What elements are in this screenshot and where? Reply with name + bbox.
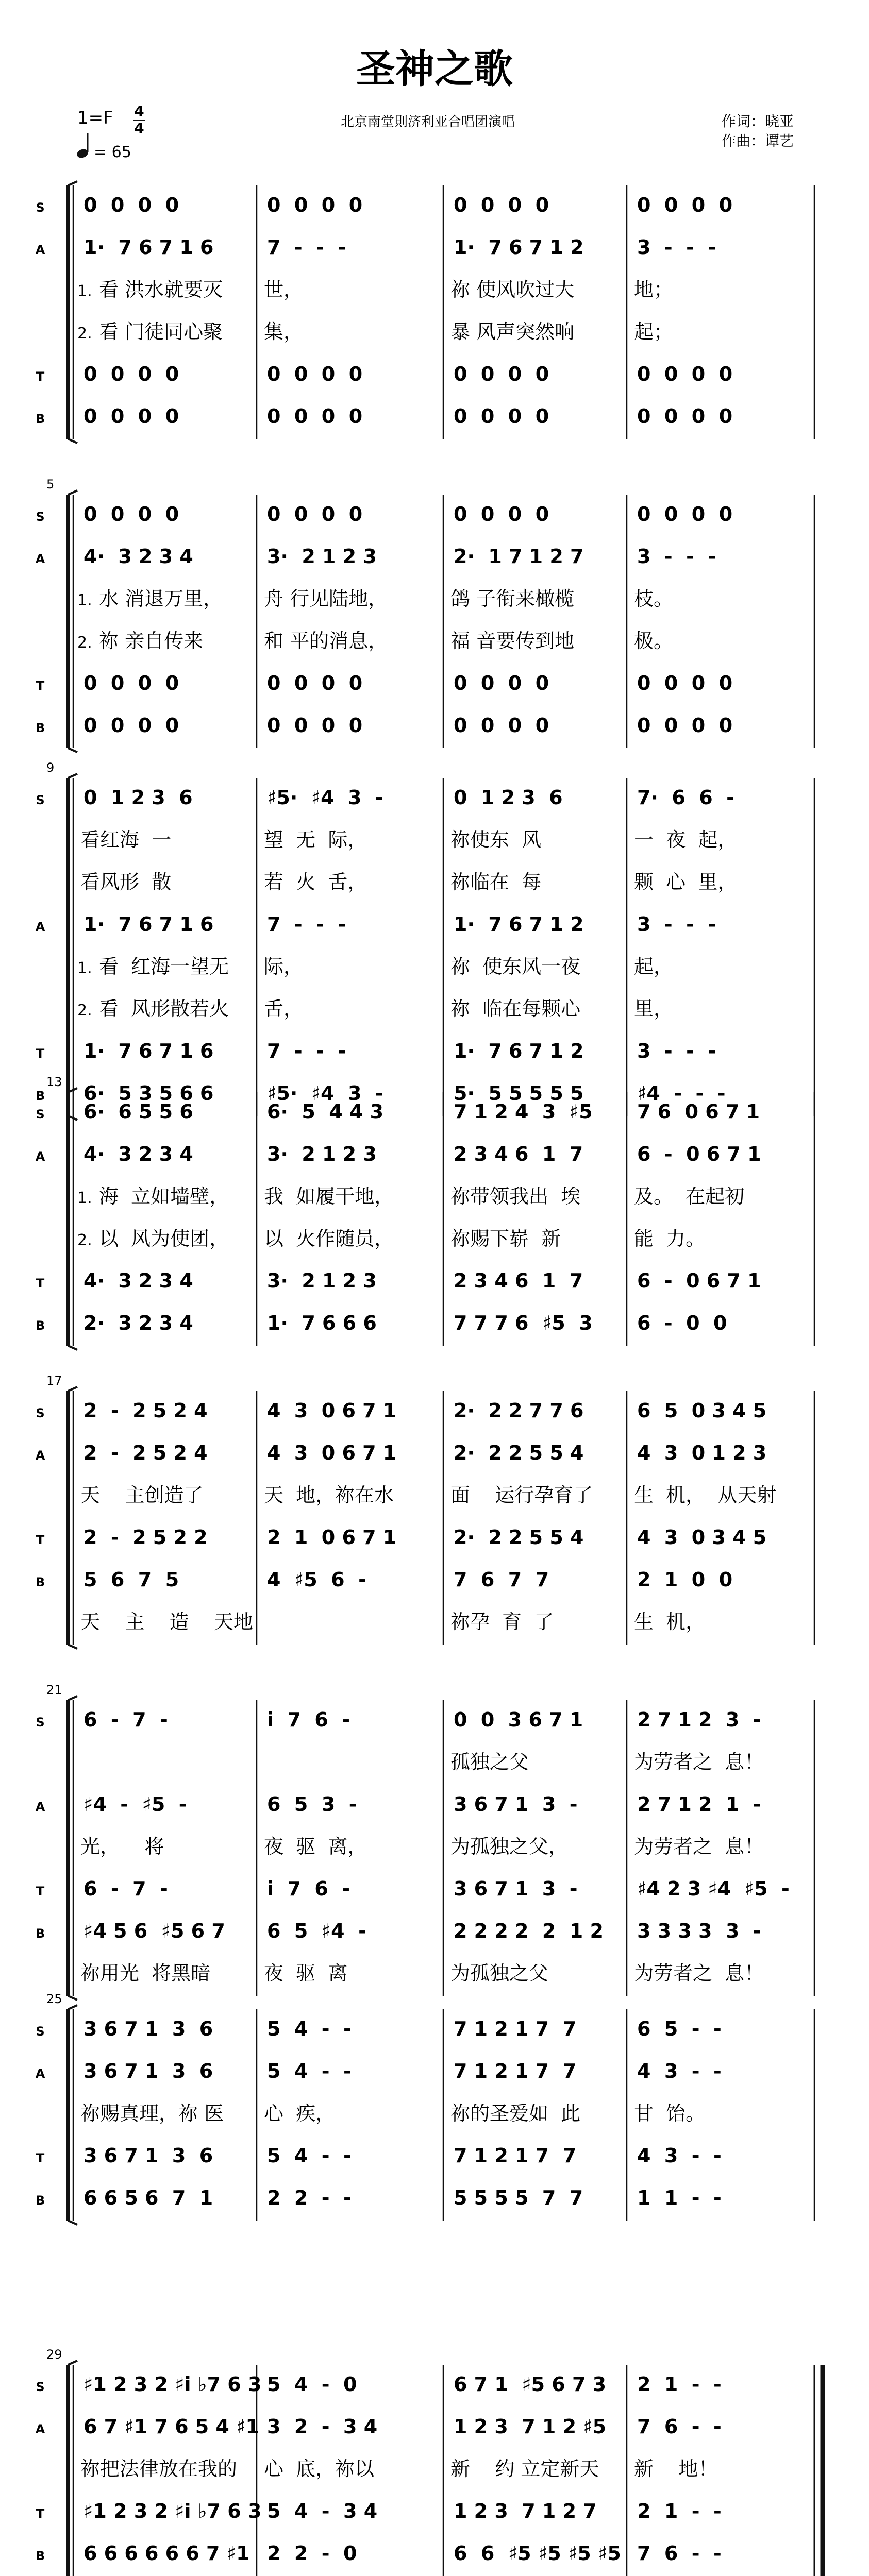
- note-group: 3· 2 1 2 3: [267, 1142, 377, 1165]
- score-system: [36, 1683, 814, 2000]
- note-group: 2· 3 2 3 4: [83, 1311, 193, 1334]
- note-group: 1 2 3 7 1 2 7: [454, 2499, 597, 2522]
- note-group: 7 6 - -: [637, 2415, 722, 2438]
- lyric-text: 祢带领我出 埃: [450, 1184, 581, 1208]
- score-header: [76, 46, 794, 161]
- voice-label: T: [36, 1276, 45, 1291]
- note-group: ♯4 - - -: [637, 1081, 726, 1105]
- note-group: 1 2 3 7 1 2 ♯5: [454, 2415, 607, 2438]
- note-group: 6· 5 3 5 6 6: [83, 1081, 214, 1105]
- lyric-text: 为孤独之父: [450, 1961, 549, 1985]
- note-group: 6 - 7 -: [83, 1708, 168, 1731]
- note-group: 7 6 7 7: [454, 1568, 549, 1591]
- verse-marker: 1.: [77, 591, 92, 609]
- lyric-text: 地；: [634, 278, 674, 301]
- note-group: 7 1 2 1 7 7: [454, 2144, 577, 2167]
- lyric-text: 天 主 造 天地: [80, 1610, 253, 1633]
- note-group: 2 - 2 5 2 4: [83, 1399, 208, 1422]
- note-group: 1· 7 6 7 1 6: [83, 235, 214, 259]
- note-group: 7 6 0 6 7 1: [637, 1100, 760, 1123]
- note-group: 2· 2 2 5 5 4: [454, 1526, 584, 1549]
- note-group: 3 - - -: [637, 545, 716, 568]
- note-group: 0 0 0 0: [83, 502, 179, 526]
- lyric-text: 新 地！: [634, 2457, 718, 2480]
- note-group: 0 0 0 0: [454, 193, 549, 216]
- note-group: 6 - 7 -: [83, 1877, 168, 1900]
- score-system: [36, 1374, 814, 1649]
- note-group: 7 - - -: [267, 1039, 346, 1062]
- note-group: 0 0 0 0: [454, 502, 549, 526]
- note-group: 7 7 7 6 ♯5 3: [454, 1311, 593, 1334]
- note-group: 2 7 1 2 1 -: [637, 1792, 761, 1816]
- measure-number: 21: [46, 1683, 62, 1697]
- note-group: 2· 2 2 7 7 6: [454, 1399, 584, 1422]
- note-group: 2· 1 7 1 2 7: [454, 545, 584, 568]
- note-group: 2 1 0 6 7 1: [267, 1526, 397, 1549]
- note-group: 0 0 0 0: [267, 193, 363, 216]
- note-group: 1· 7 6 7 1 2: [454, 235, 584, 259]
- lyric-text: 际，: [264, 955, 304, 978]
- note-group: 7 1 2 1 7 7: [454, 2017, 577, 2040]
- lyric-text: 以 风为使团，: [99, 1227, 229, 1250]
- note-group: 0 0 0 0: [637, 714, 733, 737]
- verse-marker: 1.: [77, 282, 92, 300]
- note-group: ♯4 5 6 ♯5 6 7: [83, 1919, 225, 1942]
- lyric-text: 看风形 散: [80, 870, 172, 893]
- note-group: 0 1 2 3 6: [83, 786, 193, 809]
- lyric-text: 鸽 子衔来橄榄: [450, 587, 575, 610]
- note-group: 3 3 3 3 3 -: [637, 1919, 761, 1942]
- lyric-text: 我 如履干地，: [264, 1184, 394, 1208]
- note-group: 4 3 0 6 7 1: [267, 1399, 397, 1422]
- note-group: 0 0 0 0: [637, 193, 733, 216]
- note-group: 4· 3 2 3 4: [83, 1269, 193, 1292]
- note-group: 0 0 0 0: [637, 671, 733, 694]
- measure-number: 17: [46, 1374, 62, 1388]
- voice-label: S: [36, 200, 45, 215]
- lyric-text: 孤独之父: [450, 1750, 529, 1773]
- note-group: 4 3 - -: [637, 2059, 722, 2082]
- verse-marker: 2.: [77, 1231, 92, 1249]
- voice-label: T: [36, 1884, 45, 1899]
- song-title: 圣神之歌: [356, 46, 513, 92]
- note-group: 6 5 0 3 4 5: [637, 1399, 767, 1422]
- lyric-text: 看 门徒同心聚: [99, 320, 223, 343]
- verse-marker: 2.: [77, 1001, 92, 1020]
- lyric-text: 光， 将: [80, 1835, 164, 1858]
- lyric-text: 看 洪水就要灭: [99, 278, 223, 301]
- score-system: [36, 1992, 814, 2225]
- note-group: 0 0 0 0: [637, 502, 733, 526]
- note-group: 6 6 ♯5 ♯5 ♯5 ♯5: [454, 2541, 621, 2565]
- note-group: 0 0 0 0: [83, 193, 179, 216]
- note-group: 3 6 7 1 3 6: [83, 2017, 213, 2040]
- voice-label: B: [35, 1088, 45, 1103]
- lyric-text: 为劳者之 息！: [634, 1750, 764, 1773]
- note-group: 5 4 - 3 4: [267, 2499, 378, 2522]
- note-group: 6 5 - -: [637, 2017, 722, 2040]
- note-group: 4 3 0 6 7 1: [267, 1441, 397, 1464]
- note-group: 1· 7 6 7 1 2: [454, 1039, 584, 1062]
- score-system: [36, 760, 814, 1120]
- lyric-text: 枝。: [634, 587, 674, 610]
- note-group: 3 6 7 1 3 -: [454, 1877, 578, 1900]
- voice-label: S: [36, 2024, 45, 2039]
- verse-marker: 1.: [77, 1189, 92, 1207]
- lyric-text: 天 主创造了: [80, 1483, 204, 1506]
- note-group: 6 6 5 6 7 1: [83, 2186, 213, 2209]
- lyric-text: 暴 风声突然响: [450, 320, 575, 343]
- voice-label: A: [35, 2066, 45, 2081]
- lyric-text: 舌，: [264, 997, 304, 1020]
- lyric-text: 为孤独之父，: [450, 1835, 569, 1858]
- lyric-text: 看红海 一: [80, 828, 172, 851]
- voice-label: S: [36, 2379, 45, 2394]
- note-group: 3· 2 1 2 3: [267, 1269, 377, 1292]
- note-group: ♯4 2 3 ♯4 ♯5 -: [637, 1877, 790, 1900]
- voice-label: S: [36, 1715, 45, 1730]
- note-group: 2 2 - 0: [267, 2541, 357, 2565]
- note-group: 2 7 1 2 3 -: [637, 1708, 761, 1731]
- measure-number: 13: [46, 1075, 62, 1089]
- score-system: [36, 477, 814, 752]
- lyric-text: 祢赐下崭 新: [450, 1227, 561, 1250]
- note-group: 6· 6 5 5 6: [83, 1100, 193, 1123]
- note-group: 0 0 0 0: [267, 362, 363, 385]
- voice-label: T: [36, 1532, 45, 1547]
- note-group: 6 - 0 6 7 1: [637, 1269, 761, 1292]
- note-group: 7· 6 6 -: [637, 786, 734, 809]
- note-group: 6 5 ♯4 -: [267, 1919, 366, 1942]
- lyric-text: 新 约 立定新天: [450, 2457, 599, 2480]
- lyric-text: 以 火作随员，: [264, 1227, 394, 1250]
- note-group: ♯1 2 3 2 ♯i ♭7 6 3: [83, 2499, 262, 2522]
- voice-label: B: [35, 720, 45, 735]
- lyric-text: 祢用光 将黑暗: [80, 1961, 211, 1985]
- voice-label: A: [35, 551, 45, 566]
- note-group: 2· 2 2 5 5 4: [454, 1441, 584, 1464]
- note-group: 4 3 0 3 4 5: [637, 1526, 767, 1549]
- lyric-text: 夜 驱 离: [264, 1961, 348, 1985]
- lyric-text: 水 消退万里，: [99, 587, 223, 610]
- voice-label: S: [36, 792, 45, 807]
- note-group: 5 5 5 5 7 7: [454, 2186, 583, 2209]
- note-group: 3 2 - 3 4: [267, 2415, 378, 2438]
- measure-number: 25: [46, 1992, 62, 2006]
- voice-label: S: [36, 1107, 45, 1122]
- note-group: 0 0 0 0: [454, 362, 549, 385]
- note-group: 4 ♯5 6 -: [267, 1568, 366, 1591]
- note-group: 7 1 2 1 7 7: [454, 2059, 577, 2082]
- note-group: 0 0 0 0: [83, 404, 179, 428]
- voice-label: A: [35, 242, 45, 257]
- note-group: 6· 5 4 4 3: [267, 1100, 384, 1123]
- note-group: 0 0 0 0: [454, 404, 549, 428]
- note-group: 7 1 2 4 3 ♯5: [454, 1100, 593, 1123]
- lyric-text: 看 风形散若火: [99, 997, 229, 1020]
- lyric-text: 天 地，祢在水: [264, 1483, 394, 1506]
- performer-credit: 北京南堂則济利亚合唱团演唱: [340, 114, 515, 130]
- note-group: 2 3 4 6 1 7: [454, 1269, 583, 1292]
- note-group: 3 - - -: [637, 1039, 716, 1062]
- note-group: 1 1 - -: [637, 2186, 722, 2209]
- note-group: ♯1 2 3 2 ♯i ♭7 6 3: [83, 2372, 262, 2396]
- note-group: i 7 6 -: [267, 1877, 350, 1900]
- note-group: 0 0 3 6 7 1: [454, 1708, 583, 1731]
- voice-label: T: [36, 2506, 45, 2521]
- lyric-text: 心 底，祢以: [264, 2457, 375, 2480]
- note-group: ♯5· ♯4 3 -: [267, 786, 383, 809]
- note-group: 3 6 7 1 3 6: [83, 2144, 213, 2167]
- voice-label: S: [36, 509, 45, 524]
- note-group: 0 0 0 0: [637, 404, 733, 428]
- lyric-text: 生 机，: [634, 1610, 706, 1633]
- lyric-text: 面 运行孕育了: [450, 1483, 593, 1506]
- lyric-text: 和 平的消息，: [264, 629, 388, 652]
- note-group: 0 0 0 0: [83, 671, 179, 694]
- voice-label: A: [35, 919, 45, 934]
- lyric-text: 世，: [264, 278, 304, 301]
- note-group: 1· 7 6 7 1 6: [83, 1039, 214, 1062]
- composer-credit: 作曲：谭艺: [722, 132, 794, 149]
- lyric-text: 甘 饴。: [634, 2102, 706, 2125]
- note-group: i 7 6 -: [267, 1708, 350, 1731]
- note-group: 5 4 - -: [267, 2059, 352, 2082]
- lyric-text: 生 机， 从天射: [634, 1483, 777, 1506]
- note-group: 5 4 - -: [267, 2017, 352, 2040]
- note-group: 4· 3 2 3 4: [83, 1142, 193, 1165]
- score-systems: [36, 181, 823, 2576]
- note-group: 4· 3 2 3 4: [83, 545, 193, 568]
- lyric-text: 祢孕 育 了: [450, 1610, 554, 1633]
- key-signature: 1=F: [77, 108, 113, 128]
- voice-label: B: [35, 411, 45, 426]
- note-group: 7 - - -: [267, 912, 346, 936]
- note-group: 3 6 7 1 3 6: [83, 2059, 213, 2082]
- note-group: 6 5 3 -: [267, 1792, 357, 1816]
- note-group: 0 0 0 0: [454, 671, 549, 694]
- measure-number: 9: [46, 760, 55, 775]
- note-group: 2 1 - -: [637, 2499, 722, 2522]
- lyric-text: 祢 亲自传来: [99, 629, 204, 652]
- voice-label: T: [36, 2150, 45, 2165]
- measure-number: 29: [46, 2347, 62, 2362]
- verse-marker: 2.: [77, 324, 92, 343]
- lyric-text: 里，: [634, 997, 674, 1020]
- note-group: 2 1 0 0: [637, 1568, 733, 1591]
- note-group: 5 4 - -: [267, 2144, 352, 2167]
- note-group: 2 2 2 2 2 1 2: [454, 1919, 604, 1942]
- verse-marker: 2.: [77, 633, 92, 652]
- lyric-text: 能 力。: [634, 1227, 706, 1250]
- lyric-text: 祢 使风吹过大: [450, 278, 575, 301]
- lyric-text: 若 火 舌，: [264, 870, 367, 893]
- note-group: 2 2 - -: [267, 2186, 352, 2209]
- lyric-text: 颗 心 里，: [634, 870, 738, 893]
- note-group: ♯5· ♯4 3 -: [267, 1081, 383, 1105]
- note-group: 0 0 0 0: [267, 502, 363, 526]
- score-system: [36, 181, 814, 443]
- verse-marker: 1.: [77, 959, 92, 977]
- note-group: 2 - 2 5 2 4: [83, 1441, 208, 1464]
- lyric-text: 起；: [634, 320, 674, 343]
- score-system: [36, 1075, 814, 1350]
- voice-label: A: [35, 1799, 45, 1814]
- voice-label: B: [35, 2193, 45, 2208]
- note-group: 3 6 7 1 3 -: [454, 1792, 578, 1816]
- note-group: 2 - 2 5 2 2: [83, 1526, 208, 1549]
- lyric-text: 极。: [634, 629, 674, 652]
- lyric-text: 望 无 际，: [264, 828, 367, 851]
- note-group: 0 0 0 0: [83, 362, 179, 385]
- note-group: 3· 2 1 2 3: [267, 545, 377, 568]
- lyric-text: 祢赐真理，祢 医: [80, 2102, 224, 2125]
- note-group: 0 0 0 0: [267, 714, 363, 737]
- score-system: [36, 2347, 823, 2576]
- lyric-text: 心 疾，: [264, 2102, 336, 2125]
- note-group: 5 6 7 5: [83, 1568, 179, 1591]
- voice-label: S: [36, 1405, 45, 1420]
- note-group: 1· 7 6 7 1 2: [454, 912, 584, 936]
- lyric-text: 为劳者之 息！: [634, 1835, 764, 1858]
- note-group: 4 3 0 1 2 3: [637, 1441, 767, 1464]
- note-group: 0 0 0 0: [83, 714, 179, 737]
- lyricist-credit: 作词：晓亚: [722, 113, 794, 130]
- lyric-text: 起，: [634, 955, 674, 978]
- note-group: 5· 5 5 5 5 5: [454, 1081, 584, 1105]
- note-group: 6 - 0 0: [637, 1311, 727, 1334]
- note-group: 7 6 - -: [637, 2541, 722, 2565]
- voice-label: A: [35, 1149, 45, 1164]
- lyric-text: 祢使东 风: [450, 828, 542, 851]
- voice-label: B: [35, 2548, 45, 2563]
- lyric-text: 舟 行见陆地，: [264, 587, 388, 610]
- tempo-marking: = 65: [94, 143, 131, 161]
- time-signature-bottom: 4: [134, 120, 144, 137]
- voice-label: T: [36, 1046, 45, 1061]
- lyric-text: 祢 使东风一夜: [450, 955, 581, 978]
- note-group: 2 3 4 6 1 7: [454, 1142, 583, 1165]
- lyric-text: 及。 在起初: [634, 1184, 745, 1208]
- note-group: 0 0 0 0: [267, 404, 363, 428]
- note-group: 1· 7 6 6 6: [267, 1311, 377, 1334]
- lyric-text: 祢的圣爱如 此: [450, 2102, 581, 2125]
- lyric-text: 福 音要传到地: [450, 629, 575, 652]
- note-group: 6 - 0 6 7 1: [637, 1142, 761, 1165]
- quarter-note-icon: [76, 133, 89, 159]
- note-group: 0 0 0 0: [454, 714, 549, 737]
- lyric-text: 为劳者之 息！: [634, 1961, 764, 1985]
- note-group: 4 3 - -: [637, 2144, 722, 2167]
- lyric-text: 祢把法律放在我的: [80, 2457, 238, 2480]
- voice-label: A: [35, 2421, 45, 2436]
- note-group: 7 - - -: [267, 235, 346, 259]
- note-group: 6 7 1 ♯5 6 7 3: [454, 2372, 607, 2396]
- note-group: ♯4 - ♯5 -: [83, 1792, 187, 1816]
- voice-label: T: [36, 369, 45, 384]
- lyric-text: 集，: [264, 320, 304, 343]
- note-group: 1· 7 6 7 1 6: [83, 912, 214, 936]
- lyric-text: 夜 驱 离，: [264, 1835, 367, 1858]
- lyric-text: 海 立如墙壁，: [99, 1184, 229, 1208]
- measure-number: 5: [46, 477, 55, 492]
- lyric-text: 祢 临在每颗心: [450, 997, 581, 1020]
- note-group: 6 7 ♯1 7 6 5 4 ♯1: [83, 2415, 259, 2438]
- note-group: 0 0 0 0: [267, 671, 363, 694]
- voice-label: B: [35, 1318, 45, 1333]
- note-group: 3 - - -: [637, 912, 716, 936]
- lyric-text: 祢临在 每: [450, 870, 542, 893]
- note-group: 0 0 0 0: [637, 362, 733, 385]
- note-group: 0 1 2 3 6: [454, 786, 563, 809]
- lyric-text: 一 夜 起，: [634, 828, 738, 851]
- lyric-text: 看 红海一望无: [99, 955, 229, 978]
- note-group: 2 1 - -: [637, 2372, 722, 2396]
- voice-label: A: [35, 1448, 45, 1463]
- note-group: 3 - - -: [637, 235, 716, 259]
- note-group: 6 6 6 6 6 6 7 ♯1: [83, 2541, 250, 2565]
- voice-label: T: [36, 678, 45, 693]
- voice-label: B: [35, 1926, 45, 1941]
- time-signature-top: 4: [134, 103, 144, 120]
- note-group: 5 4 - 0: [267, 2372, 357, 2396]
- voice-label: B: [35, 1574, 45, 1589]
